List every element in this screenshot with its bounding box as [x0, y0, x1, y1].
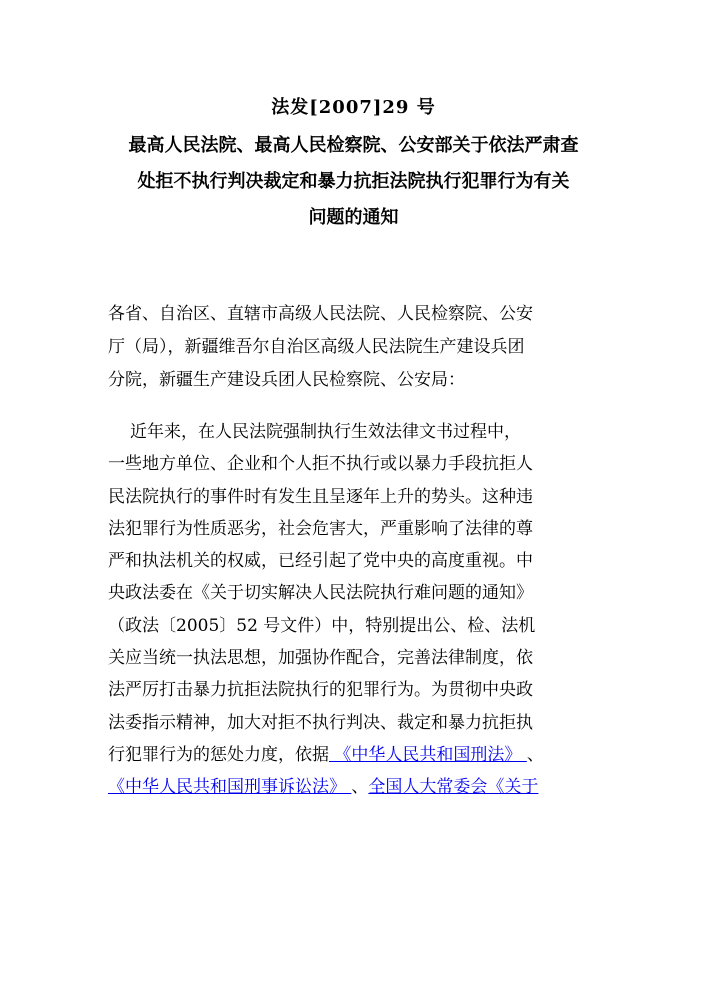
addressee-line: 分院，新疆生产建设兵团人民检察院、公安局：	[108, 370, 465, 390]
title-line: 问题的通知	[308, 207, 399, 228]
addressee-block	[108, 298, 603, 397]
body-paragraph	[108, 416, 603, 804]
body-line: 法严厉打击暴力抗拒法院执行的犯罪行为。为贯彻中央政	[108, 680, 533, 701]
body-text-span: 行犯罪行为的惩处力度，依据	[108, 744, 329, 765]
body-line: 央政法委在《关于切实解决人民法院执行难问题的通知》	[108, 583, 533, 604]
criminal-procedure-law-link[interactable]: 《中华人民共和国刑事诉讼法》	[108, 777, 352, 798]
body-line	[108, 771, 603, 803]
separator: 、	[526, 744, 544, 765]
body-line: 法犯罪行为性质恶劣，社会危害大，严重影响了法律的尊	[108, 518, 533, 539]
title-line: 最高人民法院、最高人民检察院、公安部关于依法严肃查	[128, 135, 579, 156]
body-line: 一些地方单位、企业和个人拒不执行或以暴力手段抗拒人	[108, 454, 533, 475]
body-line	[108, 739, 603, 771]
body-line: 严和执法机关的权威，已经引起了党中央的高度重视。中	[108, 551, 533, 572]
criminal-law-link[interactable]: 《中华人民共和国刑法》	[329, 744, 527, 765]
separator: 、	[351, 777, 369, 798]
addressee-line: 各省、自治区、直辖市高级人民法院、人民检察院、公安	[108, 304, 533, 324]
document-number: 法发[2007]29 号	[271, 97, 436, 118]
title-line: 处拒不执行判决裁定和暴力抗拒法院执行犯罪行为有关	[137, 171, 570, 192]
body-line: 法委指示精神，加大对拒不执行判决、裁定和暴力抗拒执	[108, 712, 533, 733]
body-line: 民法院执行的事件时有发生且呈逐年上升的势头。这种违	[108, 486, 533, 507]
npc-standing-committee-link[interactable]: 全国人大常委会《关于	[368, 777, 539, 798]
body-line: （政法〔2005〕52 号文件）中，特别提出公、检、法机	[108, 615, 536, 636]
document-title	[100, 128, 607, 236]
body-line: 近年来，在人民法院强制执行生效法律文书过程中，	[130, 422, 521, 442]
addressee-line: 厅（局），新疆维吾尔自治区高级人民法院生产建设兵团	[108, 337, 525, 357]
body-line: 关应当统一执法思想，加强协作配合，完善法律制度，依	[108, 648, 533, 669]
